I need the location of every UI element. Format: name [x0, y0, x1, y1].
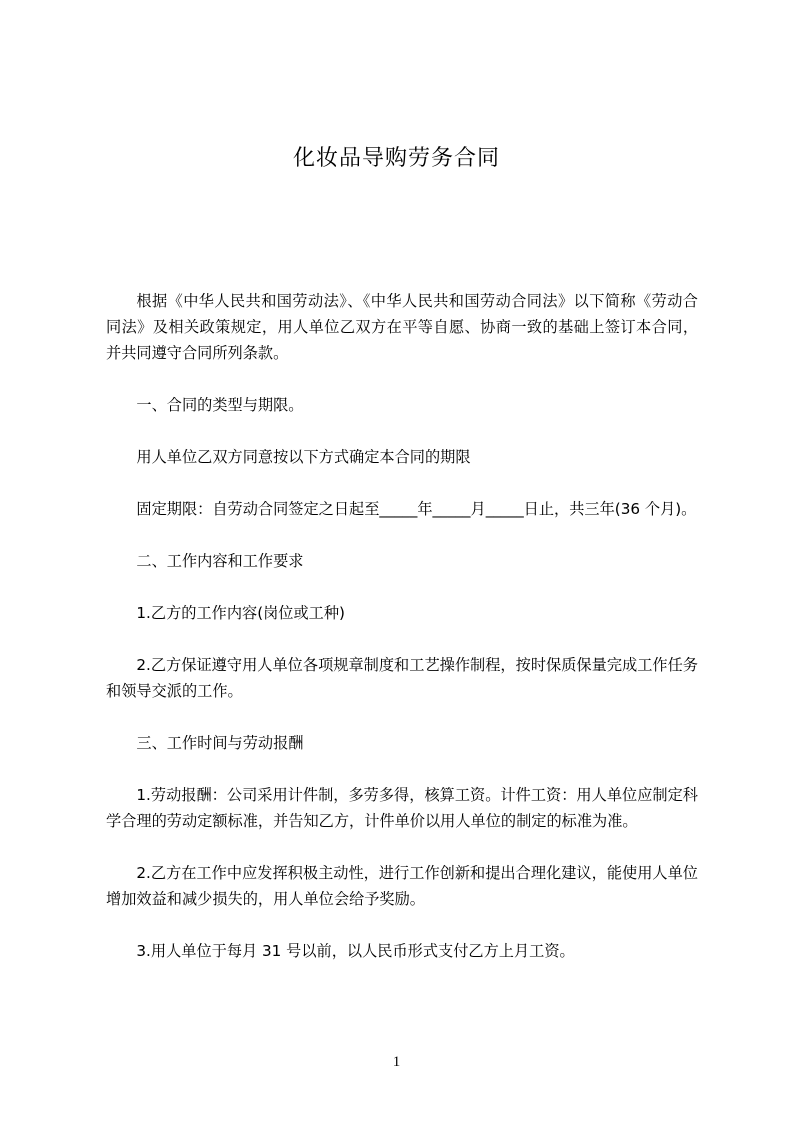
page-number: 1: [392, 1054, 401, 1070]
section-heading-work-content: 二、工作内容和工作要求: [136, 552, 304, 570]
section-heading-working-hours-pay: 三、工作时间与劳动报酬: [136, 734, 304, 752]
section-heading-contract-type: 一、合同的类型与期限。: [136, 396, 304, 414]
pay-item-2: 2.乙方在工作中应发挥积极主动性，进行工作创新和提出合理化建议，能使用人单位增加效益和减少损失的，用人单位会给予奖励。: [106, 864, 698, 908]
contract-term-paragraph: 用人单位乙双方同意按以下方式确定本合同的期限: [136, 448, 471, 466]
work-content-item-2: 2.乙方保证遵守用人单位各项规章制度和工艺操作制程，按时保质保量完成工作任务和领导交派的工作。: [106, 656, 698, 700]
document-body: [106, 288, 698, 990]
document-title: 化妆品导购劳务合同: [292, 146, 500, 171]
fixed-term-paragraph: 固定期限：自劳动合同签定之日起至_____年_____月_____日止，共三年(36 个月)。: [136, 500, 697, 518]
preamble-paragraph: 根据《中华人民共和国劳动法》、《中华人民共和国劳动合同法》以下简称《劳动合同法》及相关政策规定，用人单位乙双方在平等自愿、协商一致的基础上签订本合同，并共同遵守合同所列条款。: [106, 292, 698, 362]
work-content-item-1: 1.乙方的工作内容(岗位或工种): [136, 604, 345, 622]
pay-item-1: 1.劳动报酬：公司采用计件制，多劳多得，核算工资。计件工资：用人单位应制定科学合理的劳动定额标准，并告知乙方，计件单价以用人单位的制定的标准为准。: [106, 786, 698, 830]
pay-item-3: 3.用人单位于每月 31 号以前，以人民币形式支付乙方上月工资。: [136, 942, 575, 960]
